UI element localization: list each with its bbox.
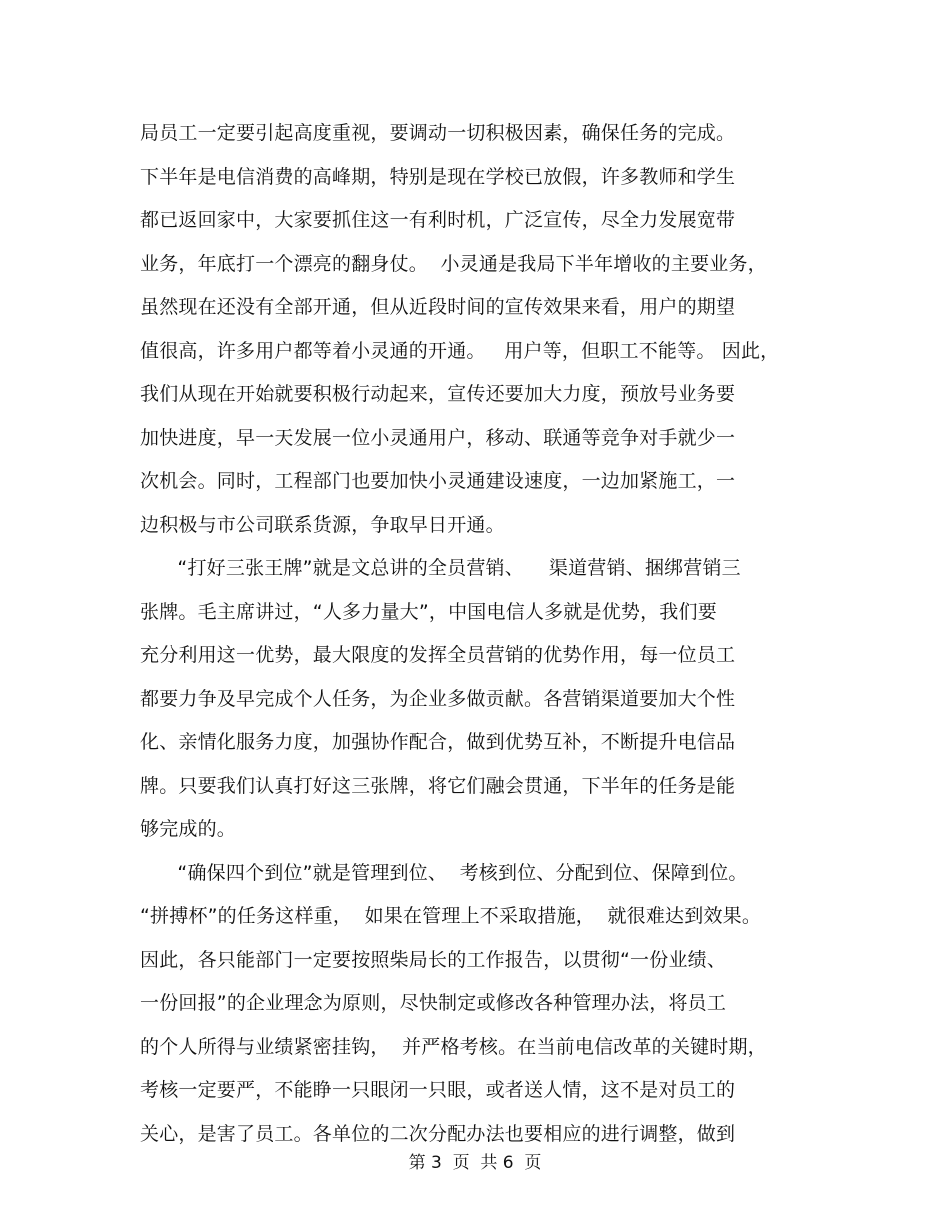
text-line: 加快进度，早一天发展一位小灵通用户，移动、联通等竞争对手就少一 — [140, 426, 736, 449]
text-line: 业务，年底打一个漂亮的翻身仗。 小灵通是我局下半年增收的主要业务， — [140, 252, 767, 275]
text-line: 考核一定要严，不能睁一只眼闭一只眼，或者送人情，这不是对员工的 — [140, 1079, 736, 1101]
text-line: 的个人所得与业绩紧密挂钩， 并严格考核。在当前电信改革的关键时期， — [140, 1035, 767, 1058]
text-line: 值很高，许多用户都等着小灵通的开通。 用户等，但职工不能等。 因此， — [140, 339, 780, 362]
text-line: 因此，各只能部门一定要按照柴局长的工作报告，以贯彻“一份业绩、 — [140, 948, 727, 971]
text-line: “打好三张王牌”就是文总讲的全员营销、 渠道营销、捆绑营销三 — [140, 557, 741, 579]
text-line: 化、亲情化服务力度，加强协作配合，做到优势互补，不断提升电信品 — [140, 731, 736, 753]
page-number: 第 3 页 共 6 页 — [408, 1153, 542, 1173]
text-line: 够完成的。 — [140, 818, 237, 840]
text-line: 张牌。毛主席讲过，“人多力量大”，中国电信人多就是优势，我们要 — [140, 600, 717, 623]
body-text — [140, 112, 820, 1156]
text-line: 下半年是电信消费的高峰期，特别是现在学校已放假，许多教师和学生 — [140, 165, 736, 188]
text-line: “拼搏杯”的任务这样重， 如果在管理上不采取措施， 就很难达到效果。 — [140, 905, 762, 927]
text-line: 关心，是害了员工。各单位的二次分配办法也要相应的进行调整，做到 — [140, 1122, 736, 1145]
text-line: 边积极与市公司联系货源，争取早日开通。 — [140, 513, 505, 536]
text-line: 虽然现在还没有全部开通，但从近段时间的宣传效果来看，用户的期望 — [140, 296, 736, 318]
text-line: 我们从现在开始就要积极行动起来，宣传还要加大力度，预放号业务要 — [140, 383, 736, 405]
text-line: 都要力争及早完成个人任务，为企业多做贡献。各营销渠道要加大个性 — [140, 687, 736, 710]
text-line: 局员工一定要引起高度重视，要调动一切积极因素，确保任务的完成。 — [140, 122, 736, 144]
text-line: 都已返回家中，大家要抓住这一有利时机，广泛宣传，尽全力发展宽带 — [140, 209, 736, 231]
text-line: 一份回报”的企业理念为原则，尽快制定或修改各种管理办法，将员工 — [140, 992, 727, 1014]
text-line: 充分利用这一优势，最大限度的发挥全员营销的优势作用，每一位员工 — [140, 644, 736, 666]
text-line: 次机会。同时，工程部门也要加快小灵通建设速度，一边加紧施工，一 — [140, 470, 736, 492]
text-line: 牌。只要我们认真打好这三张牌，将它们融会贯通，下半年的任务是能 — [140, 774, 736, 797]
text-line: “确保四个到位”就是管理到位、 考核到位、分配到位、保障到位。 — [140, 861, 748, 884]
